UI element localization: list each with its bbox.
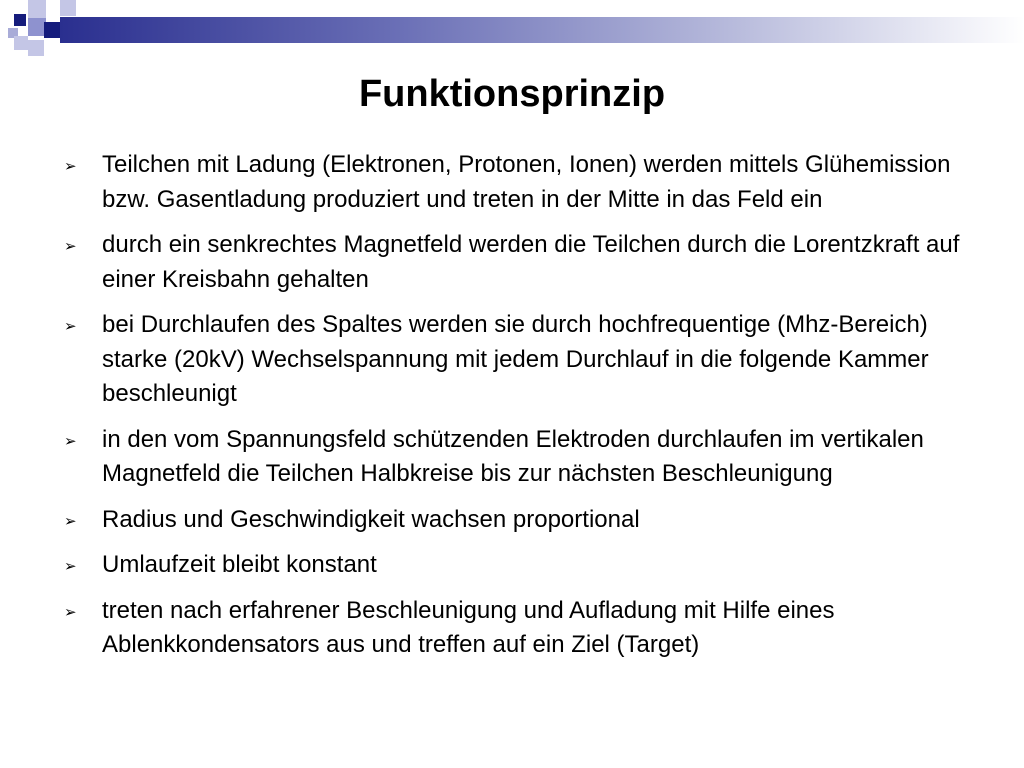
arrow-bullet-icon: ➢ xyxy=(64,157,77,175)
arrow-bullet-icon: ➢ xyxy=(64,317,77,335)
header-gradient-bar xyxy=(60,17,1024,43)
bullet-text: Umlaufzeit bleibt konstant xyxy=(102,551,377,578)
bullet-item xyxy=(62,228,987,297)
decorative-square xyxy=(14,36,28,50)
arrow-bullet-icon: ➢ xyxy=(64,511,77,530)
bullet-item xyxy=(62,594,987,663)
bullet-list xyxy=(62,148,987,674)
bullet-item xyxy=(62,423,987,492)
slide-title: Funktionsprinzip xyxy=(358,73,666,115)
bullet-text: durch ein senkrechtes Magnetfeld werden die Teilchen durch die Lorentzkraft auf einer Kreisbahn gehalten xyxy=(102,231,960,293)
bullet-text: bei Durchlaufen des Spaltes werden sie durch hochfrequentige (Mhz-Bereich) starke (20kV) Wechselspannung mit jedem Durchlauf in die folgende Kammer beschleunigt xyxy=(102,311,929,407)
bullet-text: Teilchen mit Ladung (Elektronen, Protonen, Ionen) werden mittels Glühemission bzw. Gasentladung produziert und treten in der Mitte in das Feld ein xyxy=(102,151,951,213)
arrow-bullet-icon: ➢ xyxy=(64,237,77,255)
bullet-text: Radius und Geschwindigkeit wachsen proportional xyxy=(102,505,640,533)
bullet-item xyxy=(62,503,987,538)
bullet-text: treten nach erfahrener Beschleunigung und Aufladung mit Hilfe eines Ablenkkondensators aus und treffen auf ein Ziel (Target) xyxy=(102,596,835,658)
bullet-item xyxy=(62,548,987,583)
decorative-square xyxy=(46,0,60,16)
bullet-item xyxy=(62,308,987,412)
arrow-bullet-icon: ➢ xyxy=(64,602,77,621)
arrow-bullet-icon: ➢ xyxy=(64,557,77,575)
arrow-bullet-icon: ➢ xyxy=(64,431,77,450)
bullet-item xyxy=(62,148,987,217)
decorative-square xyxy=(28,0,46,18)
decorative-square xyxy=(60,0,76,16)
decorative-square xyxy=(28,40,44,56)
decorative-square xyxy=(14,14,26,26)
bullet-text: in den vom Spannungsfeld schützenden Elektroden durchlaufen im vertikalen Magnetfeld die Teilchen Halbkreise bis zur nächsten Beschleunigung xyxy=(102,425,924,487)
decorative-square xyxy=(44,22,60,38)
